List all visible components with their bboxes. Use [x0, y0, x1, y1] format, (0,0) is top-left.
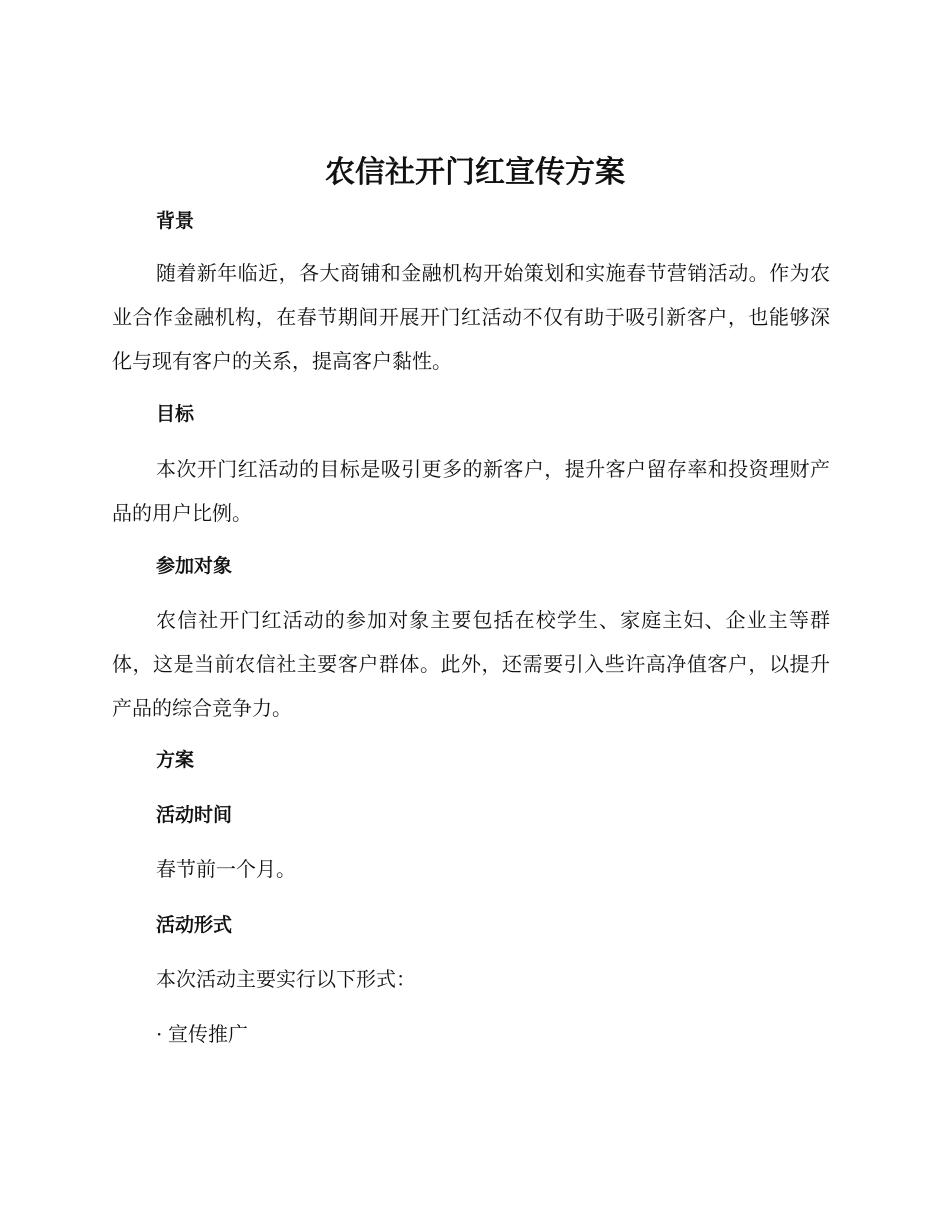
section-body-activity-time: 春节前一个月。: [156, 857, 296, 881]
section-heading-participants: 参加对象: [156, 555, 233, 577]
section-heading-activity-time: 活动时间: [156, 804, 233, 826]
section-heading-goal: 目标: [156, 403, 195, 425]
section-heading-background: 背景: [156, 210, 195, 232]
section-heading-plan: 方案: [156, 749, 195, 771]
section-body-goal: 本次开门红活动的目标是吸引更多的新客户，提升客户留存率和投资理财产品的用户比例。: [112, 457, 830, 525]
section-body-activity-form: 本次活动主要实行以下形式：: [156, 967, 416, 991]
bullet-mark: ·: [156, 1022, 163, 1046]
document-title: 农信社开门红宣传方案: [325, 155, 625, 190]
bullet-text: 宣传推广: [168, 1022, 248, 1046]
section-body-background: 随着新年临近，各大商铺和金融机构开始策划和实施春节营销活动。作为农业合作金融机构，在春节期间开展开门红活动不仅有助于吸引新客户，也能够深化与现有客户的关系，提高客户黏性。: [112, 261, 830, 373]
section-body-participants: 农信社开门红活动的参加对象主要包括在校学生、家庭主妇、企业主等群体，这是当前农信社主要客户群体。此外，还需要引入些许高净值客户，以提升产品的综合竞争力。: [112, 608, 830, 720]
section-heading-activity-form: 活动形式: [156, 914, 233, 936]
bullet-list-item: [156, 1020, 248, 1048]
